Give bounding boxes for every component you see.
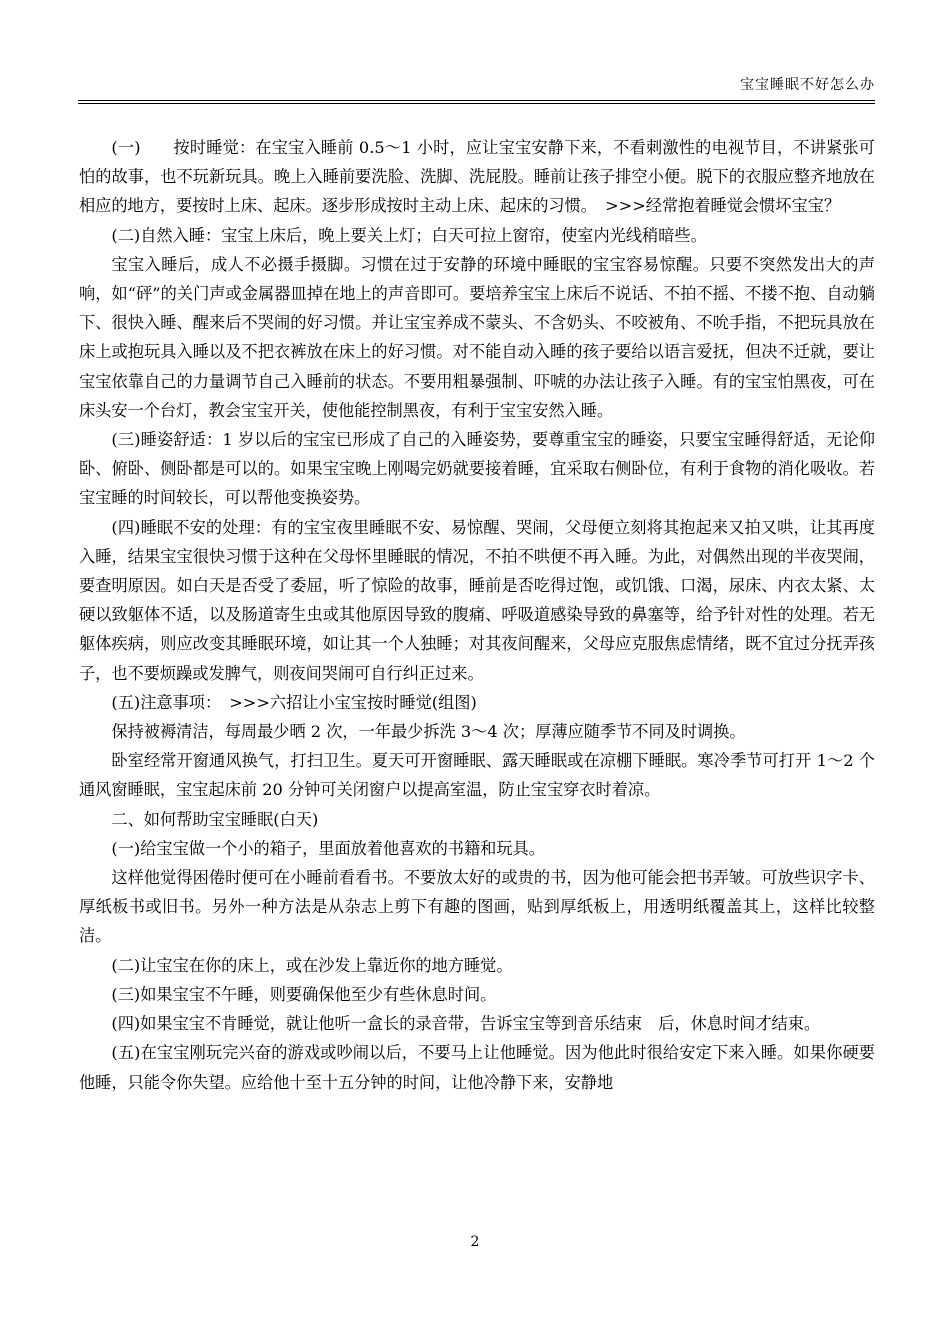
header-title: 宝宝睡眠不好怎么办 bbox=[740, 77, 875, 93]
paragraph: (二)让宝宝在你的床上，或在沙发上靠近你的地方睡觉。 bbox=[111, 955, 513, 975]
paragraph: (四)如果宝宝不肯睡觉，就让他听一盒长的录音带，告诉宝宝等到音乐结束 后，休息时间才结束。 bbox=[111, 1014, 821, 1034]
paragraph: (二)自然入睡：宝宝上床后，晚上要关上灯；白天可拉上窗帘，使室内光线稍暗些。 bbox=[111, 225, 707, 245]
paragraph: 保持被褥清洁，每周最少晒 2 次，一年最少拆洗 3～4 次；厚薄应随季节不同及时调换。 bbox=[111, 722, 746, 742]
page-header bbox=[78, 70, 875, 101]
paragraph: (三)如果宝宝不午睡，则要确保他至少有些休息时间。 bbox=[111, 984, 497, 1004]
section-heading: 二、如何帮助宝宝睡眠(白天) bbox=[111, 809, 319, 829]
paragraph: (五)在宝宝刚玩完兴奋的游戏或吵闹以后，不要马上让他睡觉。因为他此时很给安定下来入睡。如果你硬要他睡，只能令你失望。应给他十至十五分钟的时间，让他冷静下来，安静地 bbox=[79, 1043, 875, 1092]
paragraph: 这样他觉得困倦时便可在小睡前看看书。不要放太好的或贵的书，因为他可能会把书弄皱。可放些识字卡、厚纸板书或旧书。另外一种方法是从杂志上剪下有趣的图画，贴到厚纸板上，用透明纸覆盖其上，这样比较整洁。 bbox=[79, 868, 875, 946]
paragraph: (三)睡姿舒适：1 岁以后的宝宝已形成了自己的入睡姿势，要尊重宝宝的睡姿，只要宝宝睡得舒适，无论仰卧、俯卧、侧卧都是可以的。如果宝宝晚上刚喝完奶就要接着睡，宜采取右侧卧位，有利于食物的消化吸收。若宝宝睡的时间较长，可以帮他变换姿势。 bbox=[79, 430, 875, 508]
paragraph: (一)给宝宝做一个小的箱子，里面放着他喜欢的书籍和玩具。 bbox=[111, 838, 545, 858]
document-body bbox=[79, 133, 875, 1097]
paragraph: 宝宝入睡后，成人不必摄手摄脚。习惯在过于安静的环境中睡眠的宝宝容易惊醒。只要不突然发出大的声响，如“砰”的关门声或金属器皿掉在地上的声音即可。要培养宝宝上床后不说话、不拍不摇、不搂不抱、自动躺下、很快入睡、醒来后不哭闹的好习惯。并让宝宝养成不蒙头、不含奶头、不咬被角、不吮手指，不把玩具放在床上或抱玩具入睡以及不把衣裤放在床上的好习惯。对不能自动入睡的孩子要给以语言爱抚，但决不迁就，要让宝宝依靠自己的力量调节自己入睡前的状态。不要用粗暴强制、吓唬的办法让孩子入睡。有的宝宝怕黑夜，可在床头安一个台灯，教会宝宝开关，使他能控制黑夜，有利于宝宝安然入睡。 bbox=[79, 254, 875, 420]
paragraph: (五)注意事项： >>>六招让小宝宝按时睡觉(组图) bbox=[111, 692, 477, 712]
page-number: 2 bbox=[470, 1234, 480, 1250]
paragraph: (一) 按时睡觉：在宝宝入睡前 0.5～1 小时，应让宝宝安静下来，不看刺激性的电视节目，不讲紧张可怕的故事，也不玩新玩具。晚上入睡前要洗脸、洗脚、洗屁股。睡前让孩子排空小便。脱下的衣服应整齐地放在相应的地方，要按时上床、起床。逐步形成按时主动上床、起床的习惯。 >>>经常抱着睡觉会惯坏宝宝？ bbox=[79, 138, 875, 216]
paragraph: 卧室经常开窗通风换气，打扫卫生。夏天可开窗睡眠、露天睡眠或在凉棚下睡眠。寒冷季节可打开 1～2 个通风窗睡眠，宝宝起床前 20 分钟可关闭窗户以提高室温，防止宝宝穿衣时着凉。 bbox=[79, 751, 875, 800]
paragraph: (四)睡眠不安的处理：有的宝宝夜里睡眠不安、易惊醒、哭闹，父母便立刻将其抱起来又拍又哄，让其再度入睡，结果宝宝很快习惯于这种在父母怀里睡眠的情况，不拍不哄便不再入睡。为此，对偶然出现的半夜哭闹，要查明原因。如白天是否受了委屈，听了惊险的故事，睡前是否吃得过饱，或饥饿、口渴，尿床、内衣太紧、太硬以致躯体不适，以及肠道寄生虫或其他原因导致的腹痛、呼吸道感染导致的鼻塞等，给予针对性的处理。若无躯体疾病，则应改变其睡眠环境，如让其一个人独睡；对其夜间醒来，父母应克服焦虑情绪，既不宜过分抚弄孩子，也不要烦躁或发脾气，则夜间哭闹可自行纠正过来。 bbox=[79, 517, 875, 683]
